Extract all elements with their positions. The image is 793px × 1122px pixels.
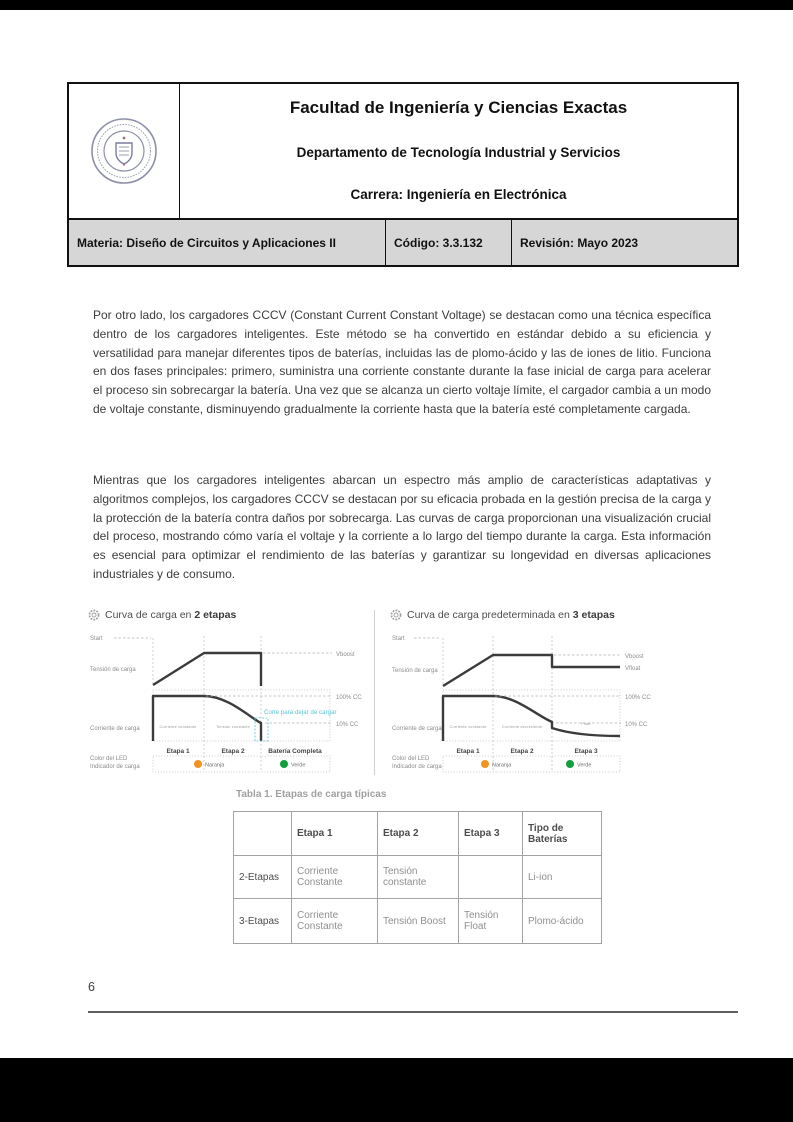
table-row — [234, 856, 602, 899]
stage-3-label: Etapa 3 — [574, 748, 598, 755]
current-plot-box — [443, 690, 620, 741]
chart-2-stage — [88, 608, 373, 778]
cc100-label: 100% CC — [336, 695, 362, 701]
university-logo — [89, 116, 159, 186]
stage-2-label: Etapa 2 — [221, 748, 245, 755]
cell-3etapas-tipo: Plomo-ácido — [523, 899, 602, 944]
cell-2etapas-tipo: Li-ion — [523, 856, 602, 899]
current-axis-label: Corriente de carga — [392, 726, 442, 732]
header-etapa2: Etapa 2 — [378, 812, 459, 856]
cell-2etapas-etapa1: Corriente Constante — [292, 856, 378, 899]
phase-note-2: Corriente decreciente — [501, 725, 543, 729]
orange-led-icon — [481, 760, 489, 768]
faculty-title: Facultad de Ingeniería y Ciencias Exactas — [289, 98, 628, 117]
led-label-line2: Indicador de carga — [392, 764, 442, 770]
led-label-line1: Color del LED — [90, 756, 128, 762]
current-curve — [443, 696, 620, 741]
career-title: Carrera: Ingeniería en Electrónica — [350, 187, 567, 202]
figure-divider — [374, 610, 375, 775]
table-header-row — [234, 812, 602, 856]
vboost-label: Vboost — [336, 652, 355, 658]
institution-header-table — [67, 82, 739, 267]
table-row — [234, 899, 602, 944]
green-led-label: Verde — [291, 762, 306, 769]
battery-complete-label: Batería Completa — [268, 748, 322, 755]
paragraph-cccv-comparison: Mientras que los cargadores inteligentes abarcan un espectro más amplio de características adaptativas y algoritmos complejos, los cargadores CCCV se destacan por su eficacia probada en la gestión precisa de la carga y la protección de la batería contra daños por sobrecarga. Las curvas de carga proporcionan una visualización crucial del proceso, mostrando cómo varía el voltaje y la corriente a lo largo del tiempo durante la carga. Esta información es esencial para optimizar el rendimiento de las baterías y garantizar su longevidad en diversas aplicaciones industriales y de consumo. — [93, 473, 711, 581]
cell-3etapas-etapa1: Corriente Constante — [292, 899, 378, 944]
led-indicator-box — [443, 756, 620, 772]
header-etapa1: Etapa 1 — [292, 812, 378, 856]
header-top-row — [69, 84, 737, 218]
voltage-curve — [153, 653, 261, 686]
header-tipo-baterias: Tipo de Baterías — [523, 812, 602, 856]
cc10-label: 10% CC — [336, 722, 359, 728]
subject-cell: Materia: Diseño de Circuitos y Aplicaciones II — [69, 220, 386, 265]
figure-2-stage-curve — [88, 608, 373, 778]
float-note: Float — [581, 722, 591, 726]
row-label-3-etapas: 3-Etapas — [234, 899, 292, 944]
orange-led-label: Naranja — [492, 762, 512, 769]
phase-note-2: Tensión constante — [215, 725, 251, 729]
figure-left-title-text: Curva de carga en 2 etapas — [105, 609, 237, 621]
figure-right-title-text: Curva de carga predeterminada en 3 etapas — [407, 609, 615, 621]
figure-3-stage-curve — [390, 608, 715, 778]
start-label: Start — [90, 636, 103, 642]
revision-cell: Revisión: Mayo 2023 — [520, 235, 639, 250]
stage-1-label: Etapa 1 — [456, 748, 480, 755]
cell-2etapas-etapa3 — [459, 856, 523, 899]
table-caption: Tabla 1. Etapas de carga típicas — [236, 789, 387, 800]
led-label-line1: Color del LED — [392, 756, 430, 762]
row-label-2-etapas: 2-Etapas — [234, 856, 292, 899]
cell-3etapas-etapa3: Tensión Float — [459, 899, 523, 944]
cell-3etapas-etapa2: Tensión Boost — [378, 899, 459, 944]
orange-led-icon — [194, 760, 202, 768]
footer-rule — [88, 1011, 738, 1013]
phase-note-1: Corriente constante — [159, 725, 197, 729]
paragraph-cccv-intro: Por otro lado, los cargadores CCCV (Constant Current Constant Voltage) se destacan como una técnica específica dentro de los cargadores inteligentes. Este método se ha convertido en estándar debido a su eficiencia y versatilidad para manejar diferentes tipos de baterías, incluidas las de plomo-ácido y las de iones de litio. Funciona en dos fases principales: primero, suministra una corriente constante durante la fase inicial de carga para acelerar el proceso sin sobrecargar la batería. Una vez que se alcanza un cierto voltaje límite, el cargador cambia a un modo de voltaje constante, disminuyendo gradualmente la corriente hasta que la batería esté completamente cargada. — [93, 308, 711, 416]
header-titles — [180, 84, 737, 218]
chart-3-stage — [390, 608, 715, 778]
vfloat-label: Vfloat — [625, 666, 641, 672]
department-title: Departamento de Tecnología Industrial y Servicios — [296, 145, 621, 160]
green-led-icon — [280, 760, 288, 768]
voltage-curve — [443, 655, 620, 686]
code-cell: Código: 3.3.132 — [386, 220, 512, 265]
voltage-axis-label: Tensión de carga — [392, 668, 438, 674]
green-led-icon — [566, 760, 574, 768]
cc100-label: 100% CC — [625, 695, 651, 701]
page-number: 6 — [88, 980, 95, 994]
start-label: Start — [392, 636, 405, 642]
current-axis-label: Corriente de carga — [90, 726, 140, 732]
cell-2etapas-etapa2: Tensión constante — [378, 856, 459, 899]
cc10-label: 10% CC — [625, 722, 648, 728]
phase-note-1: Corriente constante — [449, 725, 487, 729]
stage-2-label: Etapa 2 — [510, 748, 534, 755]
current-curve — [153, 696, 261, 741]
vboost-label: Vboost — [625, 654, 644, 660]
voltage-axis-label: Tensión de carga — [90, 667, 136, 673]
green-led-label: Verde — [577, 762, 592, 769]
header-meta-row — [69, 218, 737, 265]
orange-led-label: Naranja — [205, 762, 225, 769]
logo-cell — [69, 84, 180, 218]
document-page — [0, 10, 793, 1058]
header-etapa3: Etapa 3 — [459, 812, 523, 856]
stage-1-label: Etapa 1 — [166, 748, 190, 755]
cutoff-label: Corte para dejar de cargar — [264, 709, 337, 716]
header-empty — [234, 812, 292, 856]
charge-stages-table — [233, 811, 602, 944]
led-label-line2: Indicador de carga — [90, 764, 140, 770]
